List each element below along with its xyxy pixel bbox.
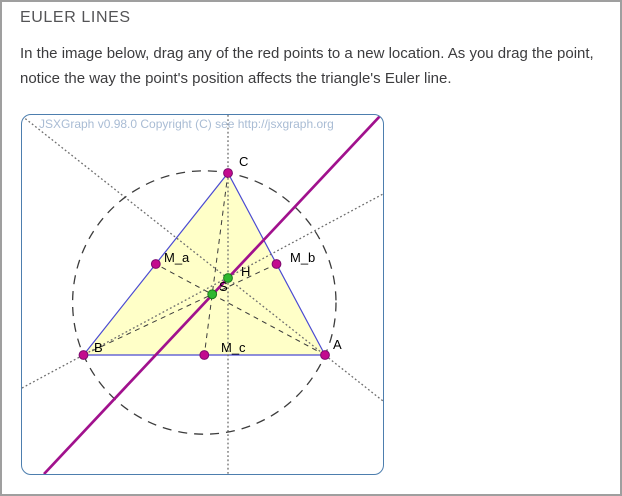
point-label-S: S xyxy=(219,279,228,294)
point-A[interactable] xyxy=(321,351,330,360)
point-C[interactable] xyxy=(224,169,233,178)
point-label-A: A xyxy=(333,337,342,352)
jsxgraph-copyright: JSXGraph v0.98.0 Copyright (C) see http://jsxgraph.org xyxy=(39,117,334,131)
point-label-M_a: M_a xyxy=(164,250,190,265)
point-label-B: B xyxy=(94,340,103,355)
point-M_a[interactable] xyxy=(151,260,160,269)
point-label-H: H xyxy=(241,264,251,279)
point-M_b[interactable] xyxy=(272,260,281,269)
page-title: EULER LINES xyxy=(20,9,131,26)
point-label-C: C xyxy=(239,154,249,169)
point-M_c[interactable] xyxy=(200,351,209,360)
point-B[interactable] xyxy=(79,351,88,360)
jsxgraph-board xyxy=(21,114,384,475)
point-label-M_c: M_c xyxy=(221,340,246,355)
triangle xyxy=(84,173,326,355)
point-S xyxy=(208,290,217,299)
intro-text: In the image below, drag any of the red points to a new location. As you drag the point, notice the way the point's position affects the triangle's Euler line. xyxy=(20,45,594,87)
euler-diagram xyxy=(22,115,383,474)
point-label-M_b: M_b xyxy=(290,250,316,265)
